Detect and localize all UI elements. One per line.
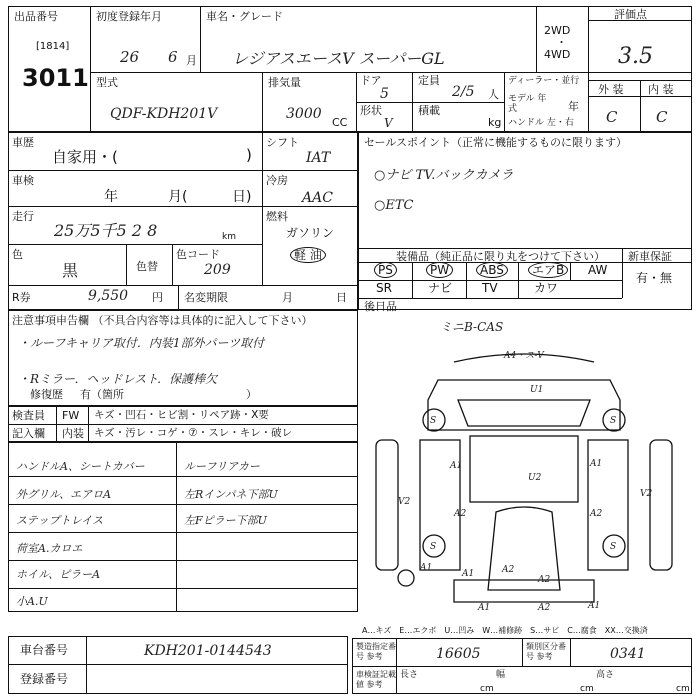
defect-right-1: ルーフリアカー: [184, 460, 260, 473]
drive-2wd: 2WD: [544, 24, 571, 37]
divider: [8, 664, 348, 665]
divider: [126, 244, 127, 285]
divider: [466, 262, 467, 298]
divider: [262, 72, 263, 132]
inspection-year-unit: 年: [104, 189, 118, 205]
divider: [570, 638, 571, 666]
size-label: 車検証記載値 参考: [356, 670, 396, 689]
first-reg-year: 26: [120, 48, 140, 66]
cert-label: 製造指定番号 参考: [356, 642, 396, 661]
model-year-unit: 年: [568, 100, 579, 113]
divider: [8, 504, 358, 505]
mark-11: A2: [590, 509, 603, 519]
roof: [470, 436, 578, 502]
mark-9: V2: [398, 497, 411, 507]
equip-abs-label: ABS: [476, 262, 508, 278]
color-no-label: 色替: [136, 260, 158, 273]
mark-19: A1: [588, 601, 601, 611]
mark-7: U2: [528, 473, 542, 483]
divider: [8, 532, 358, 533]
notes-line1: ・ルーフキャリア取付．内装1部外パーツ取付: [18, 336, 265, 350]
repair-close: ）: [246, 388, 257, 401]
mark-1: U1: [530, 385, 544, 395]
new-car-value: 有・無: [636, 271, 673, 285]
defect-left-3: ステップトレイス: [16, 514, 104, 527]
inspect-row2: キズ・汚レ・コゲ・⑦・スレ・キレ・破レ: [94, 427, 293, 439]
length-label: 長さ: [400, 670, 419, 680]
lot-code: [1814]: [36, 41, 70, 52]
recycle-label: R券: [12, 291, 31, 304]
divider: [640, 80, 641, 132]
car-diagram: [358, 340, 692, 620]
recycle-value: 9,550: [88, 288, 129, 304]
defect-right-2: 左Rインパネ下部U: [184, 488, 278, 501]
load-unit: kg: [488, 116, 502, 129]
capacity-label: 定員: [418, 74, 440, 87]
mark-6: A1: [450, 461, 463, 471]
displacement: 3000: [286, 106, 322, 122]
car-name-label: 車名・グレード: [206, 10, 283, 23]
car-front: [428, 380, 620, 430]
mark-10: A2: [454, 509, 467, 519]
shape-label: 形状: [360, 104, 382, 117]
fw-label: FW: [62, 409, 80, 422]
drive-dot: ・: [556, 36, 567, 49]
mark-3: S: [610, 416, 617, 426]
divider: [178, 285, 179, 310]
drive-4wd: 4WD: [544, 48, 571, 61]
capacity: 2/5: [452, 84, 475, 100]
divider: [8, 206, 358, 207]
mileage-unit: km: [222, 232, 236, 242]
defect-left-1: ハンドルA、シートカバー: [16, 460, 145, 473]
mark-circle: [398, 570, 414, 586]
defect-left-5: ホイル、ピラーA: [16, 568, 101, 581]
interior-grade: C: [656, 108, 668, 126]
mark-14: A2: [502, 565, 515, 575]
width-unit: cm: [580, 684, 594, 694]
divider: [262, 132, 263, 285]
length-unit: cm: [480, 684, 494, 694]
equip-pw-label: PW: [426, 262, 453, 278]
color-code: 209: [204, 262, 231, 278]
divider: [570, 262, 571, 280]
sales-point1: ○ナビ TV.バックカメラ: [374, 168, 514, 183]
divider: [176, 442, 177, 612]
handle-label: ハンドル 左・右: [508, 118, 574, 128]
divider: [504, 72, 505, 132]
divider: [536, 6, 537, 72]
divider: [356, 102, 504, 103]
ac-label: 冷房: [266, 174, 288, 187]
equip-navi: ナビ: [428, 281, 453, 295]
fuel-line1: ガソリン: [286, 226, 335, 240]
color-code-label: 色コード: [176, 248, 220, 261]
mark-12: V2: [640, 489, 653, 499]
reg-label: 登録番号: [20, 672, 69, 686]
fuel-line2: [290, 246, 326, 263]
rear-bumper: [454, 580, 594, 602]
mark-8: A1: [590, 459, 603, 469]
divider: [8, 170, 358, 171]
model-label: 型式: [96, 76, 118, 89]
exterior-label: 外 装: [598, 83, 624, 96]
notes-title: 注意事項申告欄 （不具合内容等は具体的に記入して下さい）: [12, 314, 313, 327]
divider: [8, 285, 358, 286]
divider: [86, 636, 87, 694]
repair-label: 修復歴: [30, 388, 63, 401]
height-unit: cm: [676, 684, 690, 694]
interior-label: 内 装: [648, 83, 674, 96]
equip-sr: SR: [376, 281, 392, 295]
equip-pw: [426, 264, 453, 277]
sales-point2: ○ETC: [374, 198, 414, 213]
capacity-unit: 人: [488, 88, 499, 101]
equip-ps: [374, 264, 397, 277]
chassis: KDH201-0144543: [144, 643, 272, 659]
defect-left-2: 外グリル、エアロA: [16, 488, 112, 501]
history-value: 自家用・(: [52, 148, 118, 166]
right-outer-panel: [650, 440, 672, 570]
divider: [8, 560, 358, 561]
doors-label: ドア: [360, 74, 382, 87]
divider: [56, 406, 57, 442]
rear-seat-value: ミニB-CAS: [440, 320, 504, 334]
color-label: 色: [12, 248, 23, 261]
divider: [90, 72, 692, 73]
mark-4: S: [430, 542, 437, 552]
score-label: 評価点: [614, 8, 647, 21]
inspection-label: 車検: [12, 174, 34, 187]
equip-airbag-label: エアB: [528, 262, 568, 278]
inspection-month-unit: 月(: [168, 189, 188, 205]
divider: [88, 406, 89, 442]
doors: 5: [380, 86, 389, 102]
name-change-day: 日: [336, 291, 347, 304]
recycle-unit: 円: [152, 291, 163, 304]
lot-label: 出品番号: [14, 10, 58, 23]
defect-left-6: 小A.U: [16, 595, 48, 608]
class-label: 類別区分番号 参考: [526, 642, 566, 661]
notes-line2: ・Rミラー．ヘッドレスト．保護棒欠: [18, 372, 218, 386]
mark-5: S: [610, 542, 617, 552]
displacement-label: 排気量: [268, 76, 301, 89]
divider: [622, 248, 623, 298]
color: 黒: [62, 261, 79, 280]
fuel-circle: 軽 油: [290, 247, 326, 263]
class-value: 0341: [610, 646, 646, 662]
name-change-month: 月: [282, 291, 293, 304]
entry-label: 記入欄: [12, 427, 45, 440]
first-reg-label: 初度登録年月: [96, 10, 162, 23]
displacement-unit: CC: [332, 116, 348, 129]
equip-leather: カワ: [534, 281, 559, 295]
height-label: 高さ: [596, 670, 615, 680]
chassis-label: 車台番号: [20, 643, 69, 657]
ac: AAC: [302, 190, 333, 206]
load-label: 積載: [418, 104, 440, 117]
mark-17: A1: [478, 603, 491, 613]
mark-2: S: [430, 416, 437, 426]
equipment-title: 装備品（純正品に限り丸をつけて下さい）: [396, 250, 605, 263]
mark-0: A4・ス-V: [504, 351, 544, 361]
divider: [358, 248, 692, 249]
sales-title: セールスポイント（正常に機能するものに限ります）: [364, 136, 628, 149]
score: 3.5: [618, 44, 653, 69]
equip-abs: [476, 264, 508, 277]
equip-aw: AW: [588, 263, 608, 277]
divider: [522, 638, 523, 666]
history-label: 車歴: [12, 136, 34, 149]
exterior-grade: C: [606, 108, 618, 126]
mileage-label: 走行: [12, 210, 34, 223]
inspector-label: 検査員: [12, 409, 45, 422]
legend: A…キズ E…エクボ U…凹み W…補修跡 S…サビ C…腐食 XX…交換済: [362, 626, 648, 635]
width-label: 幅: [496, 670, 506, 680]
first-reg-month: 6: [168, 48, 178, 66]
inspection-day-unit: 日): [232, 189, 252, 205]
divider: [358, 298, 622, 299]
lot-number: 3011: [22, 64, 89, 92]
mark-15: A2: [538, 575, 551, 585]
mark-16: A1: [462, 569, 475, 579]
defect-right-3: 左Fピラー下部U: [184, 514, 267, 527]
name-change-label: 名変期限: [184, 291, 228, 304]
model: QDF-KDH201V: [110, 106, 218, 122]
divider: [90, 6, 91, 132]
car-name: レジアスエースV スーパーGL: [232, 49, 445, 68]
shape: V: [384, 116, 393, 130]
model-year-label: モデル 年式: [508, 94, 547, 114]
left-outer-panel: [376, 440, 398, 570]
repair-value: 有（箇所: [80, 388, 124, 401]
divider: [396, 638, 397, 694]
fuel-label: 燃料: [266, 210, 288, 223]
divider: [588, 6, 589, 132]
divider: [200, 6, 201, 72]
rear-seat-label: 後日品: [364, 300, 397, 313]
divider: [8, 476, 358, 477]
divider: [518, 262, 519, 298]
inspect-row1: キズ・凹石・ヒビ割・リペア跡・X要: [94, 409, 269, 421]
first-reg-month-unit: 月: [186, 54, 197, 67]
equip-airbag: [528, 264, 568, 277]
mark-18: A2: [538, 603, 551, 613]
new-car-label: 新車保証: [628, 250, 672, 263]
mark-13: A1: [420, 563, 433, 573]
cert-value: 16605: [436, 646, 481, 662]
interior-entry-label: 内装: [62, 427, 84, 440]
windshield: [458, 400, 590, 426]
divider: [8, 244, 262, 245]
equip-ps-label: PS: [374, 262, 397, 278]
divider: [412, 262, 413, 298]
equip-tv: TV: [482, 281, 498, 295]
defect-left-4: 荷室A.カロエ: [16, 542, 83, 555]
dealer-label: ディーラー・並行: [508, 76, 580, 86]
mileage: 25万5千5 2 8: [54, 221, 158, 240]
history-close: ): [246, 146, 252, 164]
shift-label: シフト: [266, 136, 299, 149]
shift: IAT: [306, 150, 331, 166]
divider: [172, 244, 173, 285]
divider: [8, 424, 358, 425]
divider: [352, 666, 692, 667]
divider: [8, 588, 358, 589]
divider: [588, 80, 692, 81]
